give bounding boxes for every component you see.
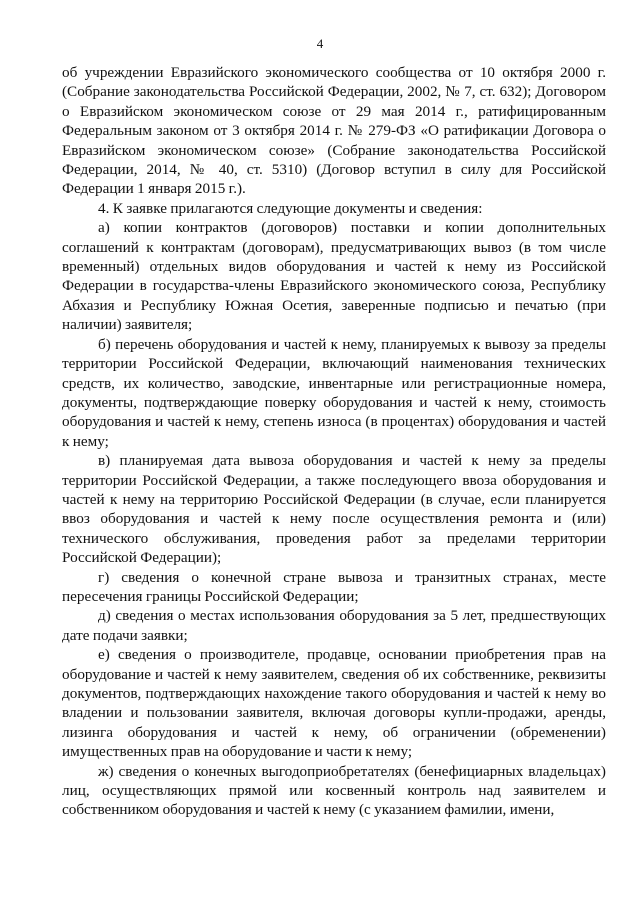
paragraph-item-4: 4. К заявке прилагаются следующие документы и сведения: <box>98 199 483 217</box>
paragraph-subitem-a: а) копии контрактов (договоров) поставки и копии дополнительных соглашений к контрактам (договорам), предусматривающих вывоз (в том числе временный) отдельных видов оборудования и частей к нему из Российской Федерации в государства-члены Евразийского экономического союза, Республику Абхазия и Республику Южная Осетия, заверенные подписью и печатью (при наличии) заявителя; <box>62 219 606 334</box>
paragraph-continuation: об учреждении Евразийского экономического сообщества от 10 октября 2000 г. (Собрание законодательства Российской Федерации, 2002, № 7, ст. 632); Договором о Евразийском экономическом союзе от 29 мая 2014 г., ратифицированным Федеральным законом от 3 октября 2014 г. № 279-ФЗ «О ратификации Договора о Евразийском экономическом союзе» (Собрание законодательства Российской Федерации, 2014, № 40, ст. 5310) (Договор вступил в силу для Российской Федерации 1 января 2015 г.). <box>62 64 606 198</box>
paragraph-subitem-e: е) сведения о производителе, продавце, основании приобретения прав на оборудование и частей к нему заявителем, сведения об их собственнике, реквизиты документов, подтверждающих нахождение такого оборудования и частей к нему во владении и пользовании заявителя, включая договоры купли-продажи, аренды, лизинга оборудования и частей к нему, об ограничении (обременении) имущественных прав на оборудование и части к нему; <box>62 646 606 761</box>
document-body <box>62 63 606 820</box>
paragraph-subitem-g: г) сведения о конечной стране вывоза и транзитных странах, месте пересечения границы Российской Федерации; <box>62 568 606 605</box>
paragraph-subitem-b: б) перечень оборудования и частей к нему, планируемых к вывозу за пределы территории Российской Федерации, включающий наименования технических средств, их количество, заводские, инвентарные или регистрационные номера, документы, подтверждающие поверку оборудования и частей к нему, стоимость оборудования и частей к нему, степень износа (в процентах) оборудования и частей к нему; <box>62 335 606 450</box>
paragraph-subitem-d: д) сведения о местах использования оборудования за 5 лет, предшествующих дате подачи заявки; <box>62 607 606 644</box>
paragraph-subitem-zh: ж) сведения о конечных выгодоприобретателях (бенефициарных владельцах) лиц, осуществляющих прямой или косвенный контроль над заявителем и собственником оборудования и частей к нему (с указанием фамилии, имени, <box>62 762 606 819</box>
page-number: 4 <box>316 36 324 51</box>
paragraph-subitem-v: в) планируемая дата вывоза оборудования и частей к нему за пределы территории Российской Федерации, а также последующего ввоза оборудования и частей к нему на территорию Российской Федерации (в случае, если планируется ввоз оборудования и частей к нему после осуществления ремонта и (или) технического обслуживания, проведения работ за пределами территории Российской Федерации); <box>62 452 606 567</box>
